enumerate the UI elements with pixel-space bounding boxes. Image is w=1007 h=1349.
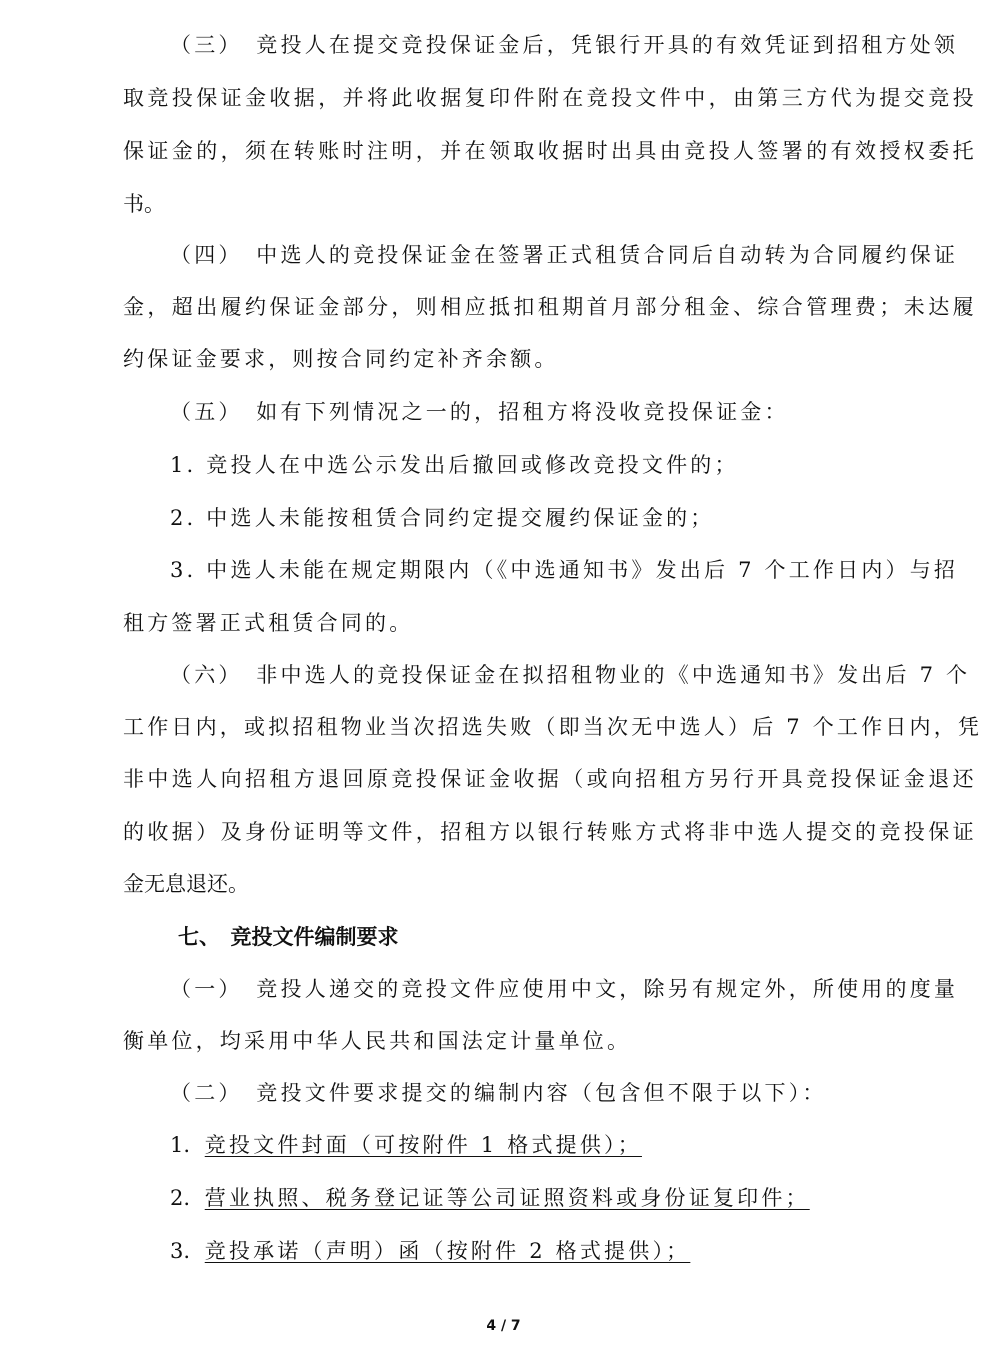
paragraph-line: 书。 (123, 192, 165, 216)
paragraph-line: 非中选人向招租方退回原竞投保证金收据（或向招租方另行开具竞投保证金退还 (123, 767, 977, 791)
list-item (170, 1183, 810, 1213)
paragraph-line: （一） 竞投人递交的竞投文件应使用中文，除另有规定外，所使用的度量 (170, 977, 959, 1001)
paragraph-line: 衡单位，均采用中华人民共和国法定计量单位。 (123, 1029, 632, 1053)
section-heading: 七、 竞投文件编制要求 (178, 925, 399, 949)
paragraph-line: （六） 非中选人的竞投保证金在拟招租物业的《中选通知书》发出后 7 个 (170, 663, 971, 687)
paragraph-line: （二） 竞投文件要求提交的编制内容（包含但不限于以下）： (170, 1081, 827, 1105)
list-item (170, 1236, 690, 1266)
paragraph-line: 租方签署正式租赁合同的。 (123, 611, 414, 635)
paragraph-line: 保证金的，须在转账时注明，并在领取收据时出具由竞投人签署的有效授权委托 (123, 139, 977, 163)
page-number: 4 / 7 (486, 1318, 521, 1334)
list-item: 3. 中选人未能在规定期限内（《中选通知书》发出后 7 个工作日内）与招 (170, 558, 959, 582)
list-number: 1. (170, 1133, 191, 1157)
paragraph-line: 金无息退还。 (123, 872, 249, 896)
list-number: 3. (170, 1239, 191, 1263)
list-item (170, 1130, 642, 1160)
paragraph-line: 取竞投保证金收据，并将此收据复印件附在竞投文件中，由第三方代为提交竞投 (123, 86, 977, 110)
list-item-text: 竞投承诺（声明）函（按附件 2 格式提供）； (204, 1239, 691, 1263)
paragraph-line: 工作日内，或拟招租物业当次招选失败（即当次无中选人）后 7 个工作日内，凭 (123, 715, 983, 739)
paragraph-line: 约保证金要求，则按合同约定补齐余额。 (123, 347, 559, 371)
list-item-text: 营业执照、税务登记证等公司证照资料或身份证复印件； (204, 1186, 810, 1210)
paragraph-line: （三） 竞投人在提交竞投保证金后，凭银行开具的有效凭证到招租方处领 (170, 33, 959, 57)
list-item-text: 竞投文件封面（可按附件 1 格式提供）； (204, 1133, 642, 1157)
list-number: 2. (170, 1186, 191, 1210)
paragraph-line: 的收据）及身份证明等文件，招租方以银行转账方式将非中选人提交的竞投保证 (123, 820, 977, 844)
paragraph-line: （四） 中选人的竞投保证金在签署正式租赁合同后自动转为合同履约保证 (170, 243, 959, 267)
paragraph-line: 金，超出履约保证金部分，则相应抵扣租期首月部分租金、综合管理费；未达履 (123, 295, 977, 319)
list-item: 1. 竞投人在中选公示发出后撤回或修改竞投文件的； (170, 453, 739, 477)
paragraph-line: （五） 如有下列情况之一的，招租方将没收竞投保证金： (170, 400, 789, 424)
list-item: 2. 中选人未能按租赁合同约定提交履约保证金的； (170, 506, 715, 530)
